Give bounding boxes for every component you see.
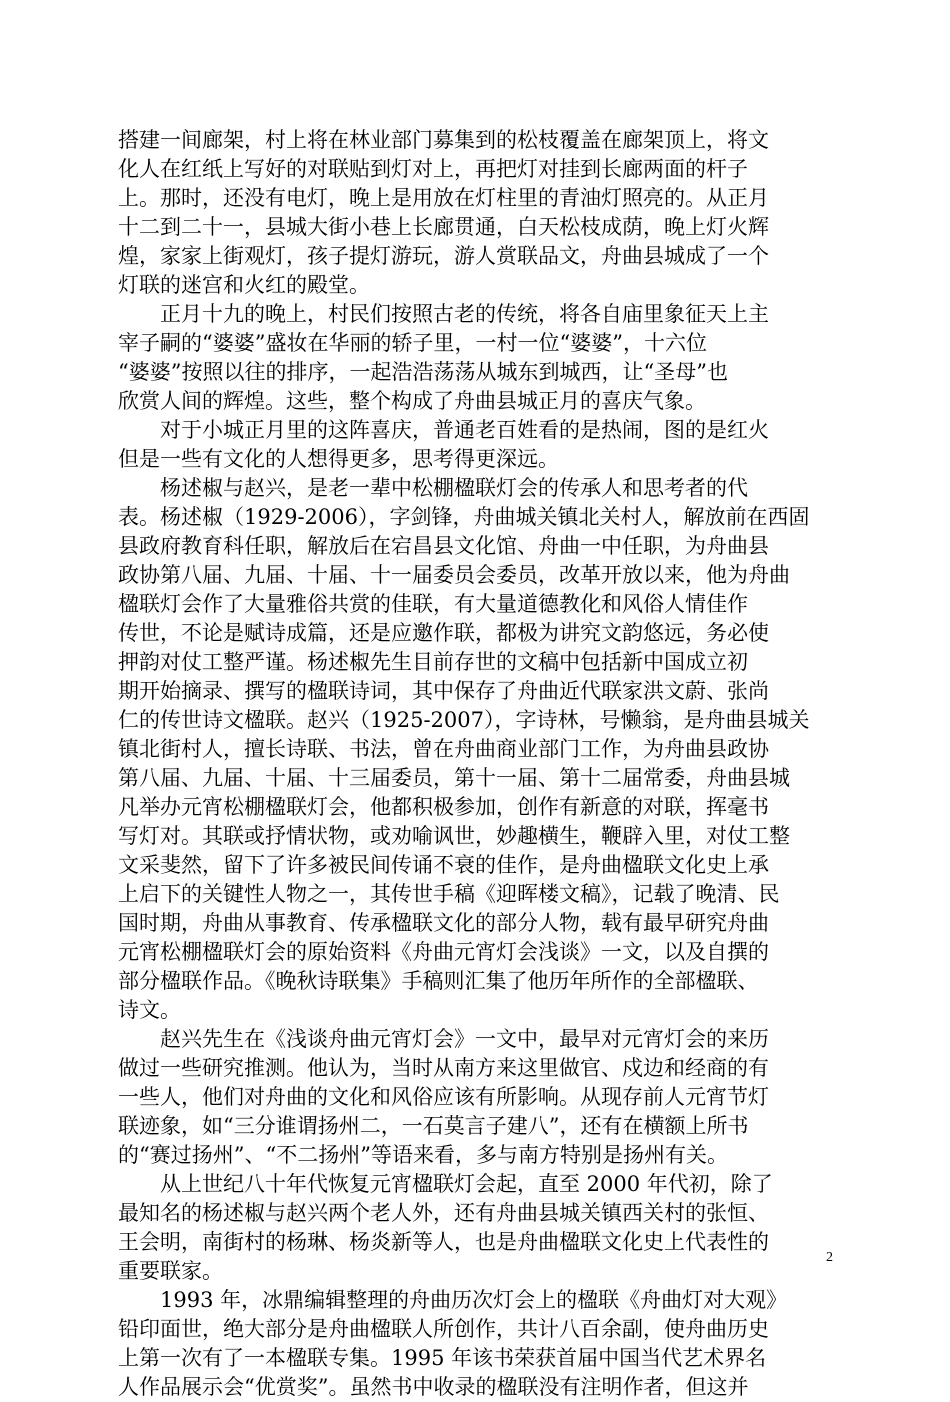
text-line: 宰子嗣的“婆婆”盛妆在华丽的轿子里，一村一位“婆婆”，十六位 bbox=[118, 331, 707, 355]
text-line: 传世，不论是赋诗成篇，还是应邀作联，都极为讲究文韵悠远，务必使 bbox=[118, 621, 769, 645]
text-line: 重要联家。 bbox=[118, 1259, 223, 1283]
text-line: 第八届、九届、十届、十三届委员，第十一届、第十二届常委，舟曲县城 bbox=[118, 766, 790, 790]
text-line: 上第一次有了一本楹联专集。1995 年该书荣获首届中国当代艺术界名 bbox=[118, 1346, 767, 1370]
text-line: 写灯对。其联或抒情状物，或劝喻讽世，妙趣横生，鞭辟入里，对仗工整 bbox=[118, 824, 790, 848]
text-line: 国时期，舟曲从事教育、传承楹联文化的部分人物，载有最早研究舟曲 bbox=[118, 911, 769, 935]
text-line: 押韵对仗工整严谨。杨述椒先生目前存世的文稿中包括新中国成立初 bbox=[118, 650, 748, 674]
paragraph bbox=[118, 416, 838, 474]
text-line: 文采斐然，留下了许多被民间传诵不衰的佳作，是舟曲楹联文化史上承 bbox=[118, 853, 769, 877]
text-line: 部分楹联作品。《晚秋诗联集》手稿则汇集了他历年所作的全部楹联、 bbox=[118, 969, 759, 993]
text-line: 最知名的杨述椒与赵兴两个老人外，还有舟曲县城关镇西关村的张恒、 bbox=[118, 1201, 769, 1225]
paragraph bbox=[118, 300, 838, 416]
text-line: 灯联的迷宫和火红的殿堂。 bbox=[118, 273, 370, 297]
text-line: 杨述椒与赵兴，是老一辈中松棚楹联灯会的传承人和思考者的代 bbox=[118, 476, 748, 500]
text-line: 王会明，南街村的杨琳、杨炎新等人，也是舟曲楹联文化史上代表性的 bbox=[118, 1230, 769, 1254]
text-line: 煌，家家上街观灯，孩子提灯游玩，游人赏联品文，舟曲县城成了一个 bbox=[118, 244, 769, 268]
paragraph bbox=[118, 474, 838, 1025]
text-line: 但是一些有文化的人想得更多，思考得更深远。 bbox=[118, 447, 559, 471]
text-line: 联迹象，如“三分谁谓扬州二，一石莫言子建八”，还有在横额上所书 bbox=[118, 1114, 749, 1138]
paragraph bbox=[118, 1286, 838, 1402]
text-line: 凡举办元宵松棚楹联灯会，他都积极参加，创作有新意的对联，挥毫书 bbox=[118, 795, 769, 819]
text-line: 化人在红纸上写好的对联贴到灯对上，再把灯对挂到长廊两面的杆子 bbox=[118, 157, 748, 181]
text-line: 的“赛过扬州”、“不二扬州”等语来看，多与南方特别是扬州有关。 bbox=[118, 1143, 728, 1167]
text-line: 仁的传世诗文楹联。赵兴（1925-2007），字诗林，号懒翁，是舟曲县城关 bbox=[118, 708, 810, 732]
text-line: 县政府教育科任职，解放后在宕昌县文化馆、舟曲一中任职，为舟曲县 bbox=[118, 534, 769, 558]
text-line: 从上世纪八十年代恢复元宵楹联灯会起，直至 2000 年代初，除了 bbox=[118, 1172, 773, 1196]
text-line: 十二到二十一，县城大街小巷上长廊贯通，白天松枝成荫，晚上灯火辉 bbox=[118, 215, 769, 239]
text-line: 赵兴先生在《浅谈舟曲元宵灯会》一文中，最早对元宵灯会的来历 bbox=[118, 1027, 769, 1051]
text-line: 对于小城正月里的这阵喜庆，普通老百姓看的是热闹，图的是红火 bbox=[118, 418, 769, 442]
text-line: 上启下的关键性人物之一，其传世手稿《迎晖楼文稿》，记载了晚清、民 bbox=[118, 882, 780, 906]
text-line: 欣赏人间的辉煌。这些，整个构成了舟曲县城正月的喜庆气象。 bbox=[118, 389, 706, 413]
paragraph bbox=[118, 1025, 838, 1170]
text-line: “婆婆”按照以往的排序，一起浩浩荡荡从城东到城西，让“圣母”也 bbox=[118, 360, 728, 384]
text-line: 期开始摘录、撰写的楹联诗词，其中保存了舟曲近代联家洪文蔚、张尚 bbox=[118, 679, 769, 703]
text-line: 搭建一间廊架，村上将在林业部门募集到的松枝覆盖在廊架顶上，将文 bbox=[118, 128, 769, 152]
text-line: 诗文。 bbox=[118, 998, 181, 1022]
text-line: 镇北街村人，擅长诗联、书法，曾在舟曲商业部门工作，为舟曲县政协 bbox=[118, 737, 769, 761]
paragraph bbox=[118, 1170, 838, 1286]
text-line: 政协第八届、九届、十届、十一届委员会委员，改革开放以来，他为舟曲 bbox=[118, 563, 790, 587]
text-line: 元宵松棚楹联灯会的原始资料《舟曲元宵灯会浅谈》一文，以及自撰的 bbox=[118, 940, 769, 964]
paragraph bbox=[118, 126, 838, 300]
text-line: 人作品展示会“优赏奖”。虽然书中收录的楹联没有注明作者，但这并 bbox=[118, 1375, 749, 1399]
text-line: 楹联灯会作了大量雅俗共赏的佳联，有大量道德教化和风俗人情佳作 bbox=[118, 592, 748, 616]
text-line: 表。杨述椒（1929-2006），字剑锋，舟曲城关镇北关村人，解放前在西固 bbox=[118, 505, 810, 529]
text-line: 正月十九的晚上，村民们按照古老的传统，将各自庙里象征天上主 bbox=[118, 302, 769, 326]
text-line: 上。那时，还没有电灯，晚上是用放在灯柱里的青油灯照亮的。从正月 bbox=[118, 186, 769, 210]
body-text bbox=[118, 126, 838, 1402]
text-line: 1993 年，冰鼎编辑整理的舟曲历次灯会上的楹联《舟曲灯对大观》 bbox=[118, 1288, 788, 1312]
text-line: 做过一些研究推测。他认为，当时从南方来这里做官、戍边和经商的有 bbox=[118, 1056, 769, 1080]
page-number: 2 bbox=[826, 1250, 833, 1265]
text-line: 一些人，他们对舟曲的文化和风俗应该有所影响。从现存前人元宵节灯 bbox=[118, 1085, 769, 1109]
text-line: 铅印面世，绝大部分是舟曲楹联人所创作，共计八百余副，使舟曲历史 bbox=[118, 1317, 769, 1341]
